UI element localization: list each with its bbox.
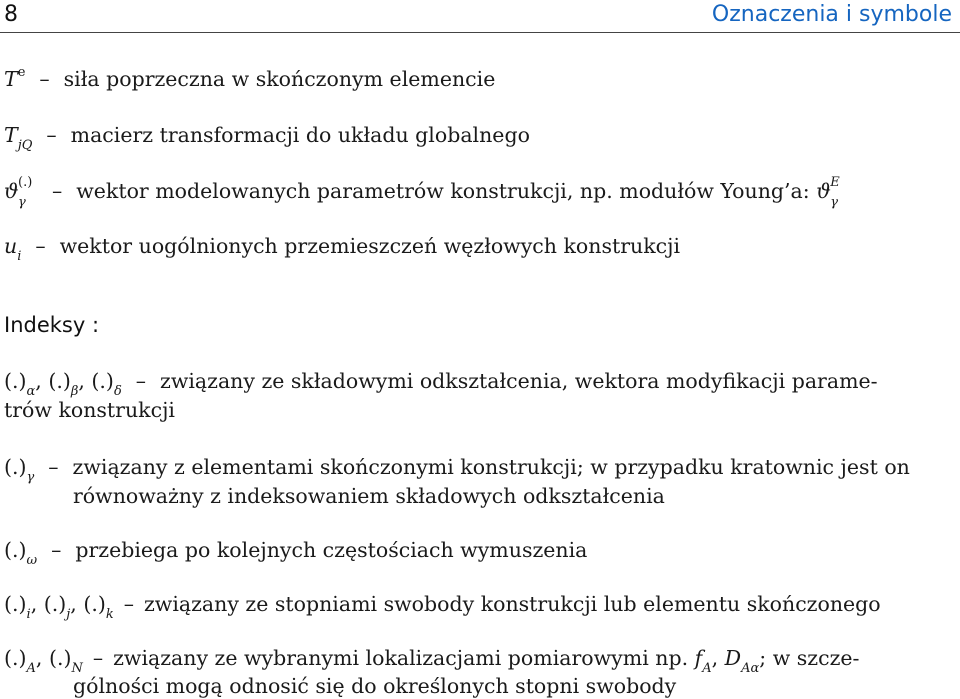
index-entry-continuation xyxy=(4,483,954,509)
dash: – xyxy=(39,67,50,91)
index-entry-ijk: $(.)_i$, $(.)_j$, $(.)_k$ – związany ze stopniami swobody konstrukcji lub elementu skończonego xyxy=(4,592,881,623)
index-description-cont: równoważny z indeksowaniem składowych odkształcenia xyxy=(73,484,665,508)
symbol-entry-TjQ xyxy=(4,122,954,154)
index-symbol: $(.)_\omega$ xyxy=(4,538,38,569)
tail-symbol: ϑ xyxy=(816,179,831,203)
symbol: T xyxy=(4,123,18,147)
index-entry-continuation xyxy=(4,397,954,423)
symbol: T xyxy=(4,67,18,91)
index-symbol: $(.)_\alpha$ xyxy=(4,369,36,400)
symbol: ϑ xyxy=(4,179,19,203)
index-entry-alpha-beta-delta: $(.)_\alpha$, $(.)_\beta$, $(.)_\delta$ – związany ze składowymi odkształcenia, wektora modyfikacji parame- xyxy=(4,369,878,400)
index-symbol: $(.)_\beta$ xyxy=(48,369,79,400)
index-description: związany ze wybranymi lokalizacjami pomiarowymi np. xyxy=(113,646,695,670)
example-fA: $f_A$ xyxy=(694,646,712,677)
symbol: u xyxy=(4,234,18,258)
index-symbol: $(.)_k$ xyxy=(83,592,114,623)
index-entry-gamma xyxy=(4,454,954,486)
index-symbol: $(.)_\gamma$ xyxy=(4,455,35,486)
tail-symbol-stack xyxy=(816,175,850,210)
page-number: 8 xyxy=(4,2,18,27)
indices-heading: Indeksy : xyxy=(4,313,100,337)
index-symbol: $(.)_A$ xyxy=(4,646,36,677)
symbol-description: siła poprzeczna w skończonym elemencie xyxy=(63,67,496,91)
index-symbol: $(.)_j$ xyxy=(43,592,71,623)
index-description-tail: ; w szcze- xyxy=(759,646,860,670)
index-symbol: $(.)_i$ xyxy=(4,592,31,623)
dash: – xyxy=(92,646,104,670)
index-entry-continuation xyxy=(4,673,954,699)
index-description: związany ze stopniami swobody konstrukcji lub elementu skończonego xyxy=(143,592,881,616)
symbol-sub: jQ xyxy=(17,138,33,154)
symbol-entry-theta xyxy=(4,175,954,210)
dash: – xyxy=(48,455,59,479)
tail-symbol-sup: E xyxy=(830,175,840,190)
symbol-entry-Te xyxy=(4,66,954,92)
index-description: związany ze składowymi odkształcenia, wektora modyfikacji parame- xyxy=(160,369,878,393)
index-description: przebiega po kolejnych częstościach wymuszenia xyxy=(75,538,588,562)
dash: – xyxy=(123,592,134,616)
symbol-sub: i xyxy=(17,249,22,265)
dash: – xyxy=(135,369,147,393)
symbol-stack xyxy=(4,175,38,210)
index-symbol: $(.)_\delta$ xyxy=(91,369,122,400)
tail-symbol-sub: γ xyxy=(830,195,838,210)
index-description: związany z elementami skończonymi konstrukcji; w przypadku kratownic jest on xyxy=(72,455,910,479)
dash: – xyxy=(46,123,57,147)
index-entry-AN: $(.)_A$, $(.)_N$ – związany ze wybranymi lokalizacjami pomiarowymi np. $f_A$, $D_{A\alpha}$; w szcze- xyxy=(4,646,860,677)
symbol-description: wektor modelowanych parametrów konstrukcji, np. modułów Young’a: xyxy=(76,179,817,203)
index-symbol: $(.)_N$ xyxy=(48,646,83,677)
dash: – xyxy=(52,179,63,203)
symbol-entry-ui xyxy=(4,233,954,265)
index-description-cont: trów konstrukcji xyxy=(4,398,175,422)
index-description-cont: gólności mogą odnosić się do określonych stopni swobody xyxy=(73,674,677,698)
chapter-title: Oznaczenia i symbole xyxy=(711,2,952,27)
header-rule xyxy=(0,32,960,33)
index-entry-omega xyxy=(4,537,954,569)
symbol-sub: γ xyxy=(18,195,26,210)
dash: – xyxy=(35,234,46,258)
symbol-description: macierz transformacji do układu globalnego xyxy=(70,123,530,147)
symbol-sup: e xyxy=(17,65,26,81)
symbol-description: wektor uogólnionych przemieszczeń węzłowych konstrukcji xyxy=(59,234,681,258)
symbol-sup: (.) xyxy=(18,175,33,190)
example-DAalpha: $D_{A\alpha}$ xyxy=(724,646,760,677)
dash: – xyxy=(51,538,62,562)
